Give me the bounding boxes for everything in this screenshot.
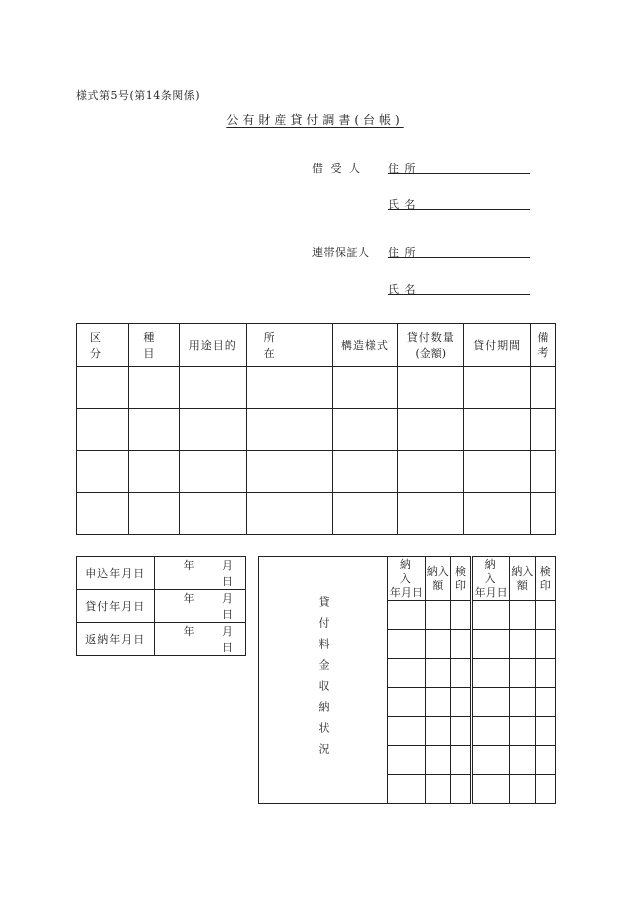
table-cell[interactable] [388, 746, 426, 775]
table-cell[interactable] [450, 688, 471, 717]
table-cell[interactable] [128, 367, 179, 409]
table-cell[interactable] [128, 409, 179, 451]
table-cell[interactable] [450, 601, 471, 630]
table-cell[interactable] [471, 746, 509, 775]
table-cell[interactable] [425, 688, 450, 717]
table-cell[interactable] [464, 409, 531, 451]
header-period: 貸付期間 [464, 324, 531, 367]
table-cell[interactable] [450, 775, 471, 804]
table-cell[interactable] [471, 601, 509, 630]
borrower-label: 借 受 人 [312, 162, 362, 175]
table-cell[interactable] [388, 717, 426, 746]
header-payment-date-2-line2: 年月日 [474, 585, 508, 599]
header-payment-date-1-line2: 年月日 [389, 585, 423, 599]
payment-status-table [258, 556, 556, 804]
header-payment-date-2 [471, 557, 509, 601]
table-cell[interactable] [179, 451, 246, 493]
table-cell[interactable] [510, 746, 535, 775]
header-payment-date-1-line1: 納 入 [399, 557, 421, 585]
table-cell[interactable] [450, 717, 471, 746]
payment-side-label: 貸付料金収納状況 [317, 596, 330, 764]
table-cell[interactable] [450, 630, 471, 659]
form-number: 様式第5号(第14条関係) [76, 89, 201, 102]
table-cell[interactable] [471, 775, 509, 804]
table-cell[interactable] [388, 630, 426, 659]
date-row-lending [77, 590, 246, 623]
guarantor-address-label: 住 所 [388, 246, 417, 259]
table-cell[interactable] [128, 493, 179, 535]
table-cell[interactable] [535, 717, 555, 746]
header-category: 区 分 [77, 324, 129, 367]
document-title-text: 公有財産貸付調書(台帳) [226, 113, 404, 127]
header-payment-date-1 [388, 557, 426, 601]
table-cell[interactable] [398, 367, 464, 409]
table-cell[interactable] [535, 688, 555, 717]
header-seal-2: 検印 [535, 557, 555, 601]
table-row[interactable] [77, 367, 556, 409]
date-row-application [77, 557, 246, 590]
table-cell[interactable] [425, 775, 450, 804]
table-cell[interactable] [425, 659, 450, 688]
header-payment-date-2-line1: 納 入 [484, 557, 506, 585]
application-date-label: 申込年月日 [77, 557, 155, 590]
table-cell[interactable] [388, 775, 426, 804]
table-cell[interactable] [535, 659, 555, 688]
lending-date-value[interactable]: 年 月 日 [154, 590, 246, 623]
table-cell[interactable] [510, 717, 535, 746]
borrower-address-label: 住 所 [388, 162, 417, 175]
table-cell[interactable] [332, 367, 398, 409]
borrower-address-line[interactable] [388, 173, 530, 174]
return-date-label: 返納年月日 [77, 623, 155, 656]
table-cell[interactable] [246, 451, 332, 493]
header-structure: 構造様式 [332, 324, 398, 367]
table-cell[interactable] [450, 659, 471, 688]
table-cell[interactable] [471, 659, 509, 688]
application-date-value[interactable]: 年 月 日 [154, 557, 246, 590]
table-cell[interactable] [77, 451, 129, 493]
table-cell[interactable] [535, 630, 555, 659]
header-seal-1: 検印 [450, 557, 471, 601]
table-cell[interactable] [388, 601, 426, 630]
table-cell[interactable] [332, 451, 398, 493]
table-cell[interactable] [77, 409, 129, 451]
header-location: 所 在 [246, 324, 332, 367]
document-title [0, 111, 630, 128]
table-cell[interactable] [246, 367, 332, 409]
table-row[interactable] [77, 493, 556, 535]
table-cell[interactable] [179, 409, 246, 451]
table-cell[interactable] [77, 367, 129, 409]
table-row[interactable] [77, 451, 556, 493]
table-cell[interactable] [535, 746, 555, 775]
table-cell[interactable] [425, 717, 450, 746]
table-cell[interactable] [77, 493, 129, 535]
dates-table [76, 556, 246, 656]
table-cell[interactable] [425, 601, 450, 630]
table-cell[interactable] [471, 717, 509, 746]
header-item: 種 目 [128, 324, 179, 367]
table-cell[interactable] [332, 493, 398, 535]
table-cell[interactable] [246, 409, 332, 451]
header-remarks-text: 備考 [537, 331, 549, 359]
table-cell[interactable] [530, 409, 555, 451]
table-cell[interactable] [246, 493, 332, 535]
table-cell[interactable] [510, 659, 535, 688]
date-row-return [77, 623, 246, 656]
table-cell[interactable] [535, 775, 555, 804]
table-cell[interactable] [425, 746, 450, 775]
header-payment-amount-2: 納入額 [510, 557, 535, 601]
table-cell[interactable] [510, 630, 535, 659]
lending-date-label: 貸付年月日 [77, 590, 155, 623]
table-cell[interactable] [179, 493, 246, 535]
table-cell[interactable] [398, 451, 464, 493]
table-cell[interactable] [450, 746, 471, 775]
guarantor-name-line[interactable] [388, 294, 530, 295]
table-cell[interactable] [464, 493, 531, 535]
property-table-header [77, 324, 556, 367]
table-cell[interactable] [332, 409, 398, 451]
table-row[interactable] [77, 409, 556, 451]
header-quantity-main: 貸付数量 [406, 331, 455, 344]
table-cell[interactable] [471, 630, 509, 659]
table-cell[interactable] [179, 367, 246, 409]
property-table [76, 323, 556, 535]
table-cell[interactable] [398, 409, 464, 451]
table-cell[interactable] [535, 601, 555, 630]
table-cell[interactable] [530, 367, 555, 409]
table-cell[interactable] [464, 451, 531, 493]
borrower-name-label: 氏 名 [388, 198, 417, 211]
payment-header-row [259, 557, 556, 601]
table-cell[interactable] [530, 493, 555, 535]
guarantor-label: 連帯保証人 [312, 246, 370, 259]
table-cell[interactable] [510, 601, 535, 630]
table-cell[interactable] [510, 688, 535, 717]
return-date-value[interactable]: 年 月 日 [154, 623, 246, 656]
borrower-name-line[interactable] [388, 209, 530, 210]
table-cell[interactable] [128, 451, 179, 493]
header-payment-amount-1: 納入額 [425, 557, 450, 601]
table-cell[interactable] [530, 451, 555, 493]
table-cell[interactable] [398, 493, 464, 535]
guarantor-name-label: 氏 名 [388, 283, 417, 296]
payment-side-label-cell [259, 557, 388, 804]
header-quantity [398, 324, 464, 367]
header-remarks [530, 324, 555, 367]
table-cell[interactable] [471, 688, 509, 717]
header-purpose: 用途目的 [179, 324, 246, 367]
header-quantity-sub: (金額) [415, 347, 447, 360]
table-cell[interactable] [464, 367, 531, 409]
table-cell[interactable] [388, 688, 426, 717]
table-cell[interactable] [388, 659, 426, 688]
table-cell[interactable] [510, 775, 535, 804]
guarantor-address-line[interactable] [388, 257, 530, 258]
table-cell[interactable] [425, 630, 450, 659]
